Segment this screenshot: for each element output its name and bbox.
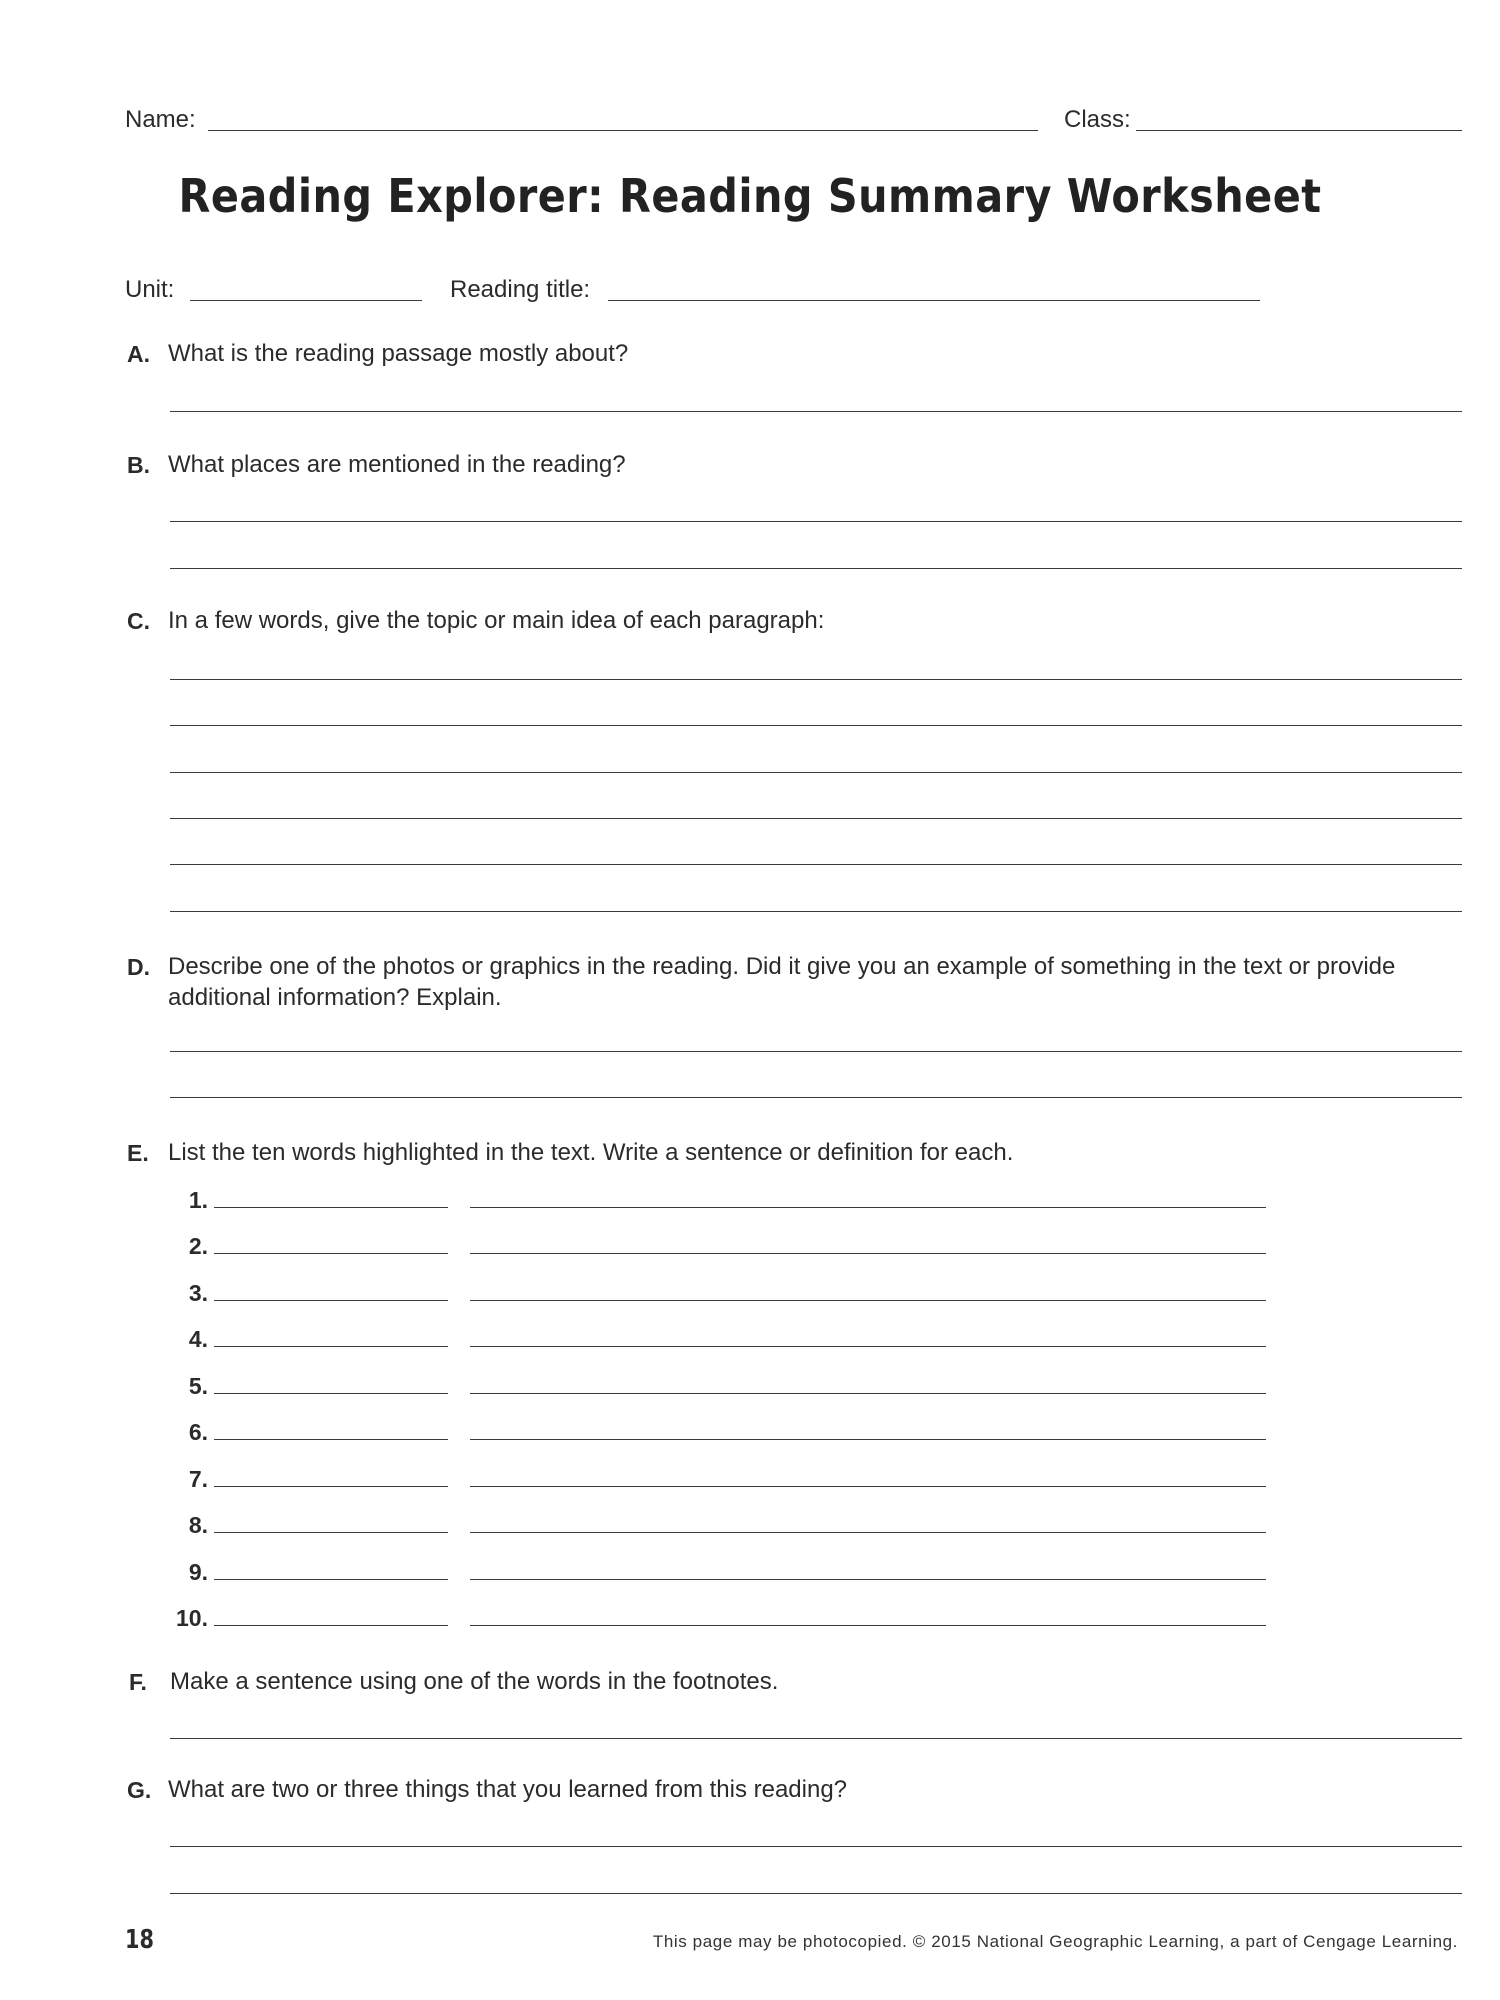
question-c-text: In a few words, give the topic or main idea of each paragraph:: [168, 607, 825, 634]
question-a-text: What is the reading passage mostly about?: [168, 340, 629, 367]
definition-line-6[interactable]: [470, 1439, 1266, 1440]
answer-line-g-2[interactable]: [170, 1893, 1462, 1894]
answer-line-c-6[interactable]: [170, 911, 1462, 912]
question-f-text: Make a sentence using one of the words in the footnotes.: [170, 1668, 779, 1695]
word-number-2: 2.: [188, 1233, 208, 1259]
name-field-line[interactable]: [208, 130, 1038, 131]
word-line-4[interactable]: [214, 1346, 448, 1347]
definition-line-1[interactable]: [470, 1207, 1266, 1208]
unit-label: Unit:: [125, 276, 175, 303]
answer-line-g-1[interactable]: [170, 1846, 1462, 1847]
question-b-text: What places are mentioned in the reading?: [168, 451, 626, 478]
page-title: Reading Explorer: Reading Summary Worksheet: [178, 169, 1322, 223]
word-number-9: 9.: [188, 1559, 208, 1585]
word-number-1: 1.: [188, 1187, 208, 1213]
word-line-3[interactable]: [214, 1300, 448, 1301]
question-e-letter: E.: [127, 1140, 149, 1166]
word-number-6: 6.: [188, 1419, 208, 1445]
word-number-7: 7.: [188, 1466, 208, 1492]
question-f-letter: F.: [129, 1669, 147, 1695]
answer-line-d-1[interactable]: [170, 1051, 1462, 1052]
copyright-notice: This page may be photocopied. © 2015 National Geographic Learning, a part of Cengage Learning.: [652, 1932, 1458, 1951]
question-d-letter: D.: [127, 954, 150, 980]
definition-line-8[interactable]: [470, 1532, 1266, 1533]
question-c-letter: C.: [127, 608, 150, 634]
word-line-2[interactable]: [214, 1253, 448, 1254]
question-d-text: Describe one of the photos or graphics in the reading. Did it give you an example of something in the text or provide additional information? Explain.: [168, 953, 1396, 1011]
question-e-text: List the ten words highlighted in the text. Write a sentence or definition for each.: [168, 1139, 1014, 1166]
definition-line-7[interactable]: [470, 1486, 1266, 1487]
word-line-8[interactable]: [214, 1532, 448, 1533]
answer-line-b-1[interactable]: [170, 521, 1462, 522]
answer-line-b-2[interactable]: [170, 568, 1462, 569]
answer-line-c-1[interactable]: [170, 679, 1462, 680]
question-g-letter: G.: [127, 1777, 152, 1803]
definition-line-4[interactable]: [470, 1346, 1266, 1347]
answer-line-a-1[interactable]: [170, 411, 1462, 412]
definition-line-10[interactable]: [470, 1625, 1266, 1626]
word-number-3: 3.: [188, 1280, 208, 1306]
word-line-5[interactable]: [214, 1393, 448, 1394]
word-number-5: 5.: [188, 1373, 208, 1399]
definition-line-2[interactable]: [470, 1253, 1266, 1254]
word-line-10[interactable]: [214, 1625, 448, 1626]
question-g-text: What are two or three things that you learned from this reading?: [168, 1776, 848, 1803]
question-b-letter: B.: [127, 452, 150, 478]
definition-line-5[interactable]: [470, 1393, 1266, 1394]
word-line-9[interactable]: [214, 1579, 448, 1580]
answer-line-c-4[interactable]: [170, 818, 1462, 819]
word-number-10: 10.: [176, 1605, 208, 1631]
answer-line-d-2[interactable]: [170, 1097, 1462, 1098]
word-number-8: 8.: [188, 1512, 208, 1538]
reading-title-label: Reading title:: [450, 276, 591, 303]
answer-line-c-3[interactable]: [170, 772, 1462, 773]
class-label: Class:: [1064, 106, 1131, 133]
answer-line-c-2[interactable]: [170, 725, 1462, 726]
definition-line-9[interactable]: [470, 1579, 1266, 1580]
word-line-1[interactable]: [214, 1207, 448, 1208]
class-field-line[interactable]: [1136, 130, 1462, 131]
answer-line-c-5[interactable]: [170, 864, 1462, 865]
reading-title-field-line[interactable]: [608, 300, 1260, 301]
unit-field-line[interactable]: [190, 300, 422, 301]
word-line-6[interactable]: [214, 1439, 448, 1440]
definition-line-3[interactable]: [470, 1300, 1266, 1301]
question-a-letter: A.: [127, 341, 150, 367]
answer-line-f-1[interactable]: [170, 1738, 1462, 1739]
word-number-4: 4.: [188, 1326, 208, 1352]
name-label: Name:: [125, 106, 196, 133]
page-number: 18: [125, 1925, 154, 1955]
word-line-7[interactable]: [214, 1486, 448, 1487]
